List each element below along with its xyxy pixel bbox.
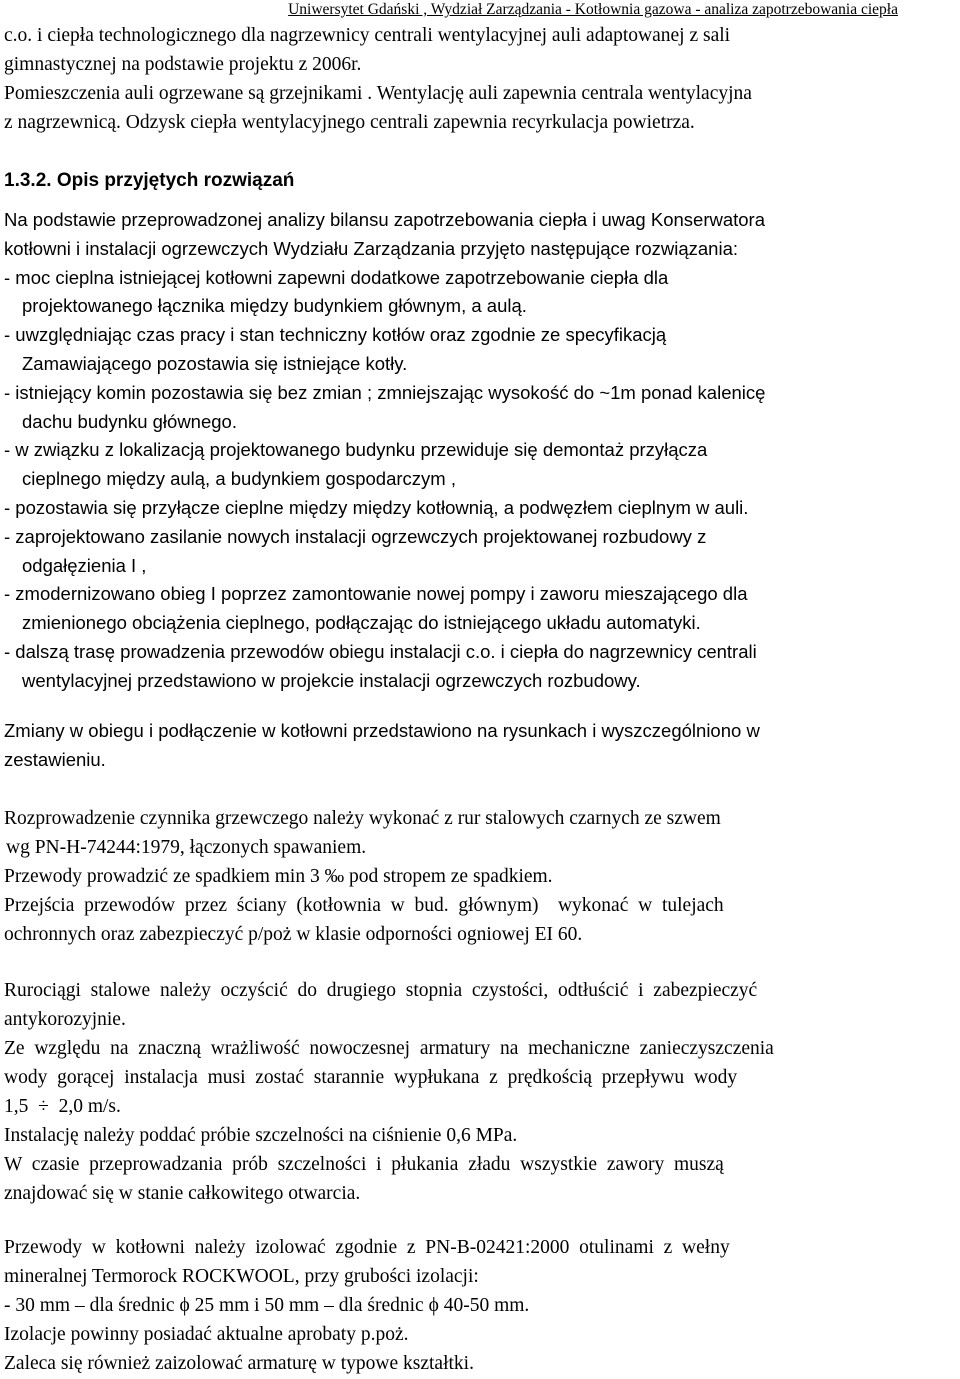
list-item: - zmodernizowano obieg I poprzez zamontowanie nowej pompy i zaworu mieszającego dla zmienionego obciążenia cieplnego, podłączając do istniejącego układu automatyki. [4,583,748,634]
text-line: Przewody prowadzić ze spadkiem min 3 ‰ pod stropem ze spadkiem. [4,866,553,887]
text-line: zestawieniu. [4,748,106,770]
list-item: - uwzględniając czas pracy i stan techniczny kotłów oraz zgodnie ze specyfikacją Zamawiającego pozostawia się istniejące kotły. [4,324,667,374]
text-line: znajdować się w stanie całkowitego otwarcia. [4,1183,361,1204]
list-item: - moc cieplna istniejącej kotłowni zapewni dodatkowe zapotrzebowanie ciepła dla projektowanego łącznika między budynkiem głównym, a aulą. [4,266,669,317]
text-line: z nagrzewnicą. Odzysk ciepła wentylacyjnego centrali zapewnia recyrkulacja powietrza. [4,112,695,133]
text-line: antykorozyjnie. [4,1009,126,1030]
text-line: - 30 mm – dla średnic ϕ 25 mm i 50 mm – dla średnic ϕ 40-50 mm. [4,1295,530,1316]
text-line: W czasie przeprowadzania prób szczelności i płukania zładu wszystkie zawory muszą [4,1154,724,1175]
text-line: wg PN-H-74244:1979, łączonych spawaniem. [6,837,367,858]
text-line: Zaleca się również zaizolować armaturę w typowe kształtki. [4,1353,474,1374]
text-line: Przewody w kotłowni należy izolować zgodnie z PN-B-02421:2000 otulinami z wełny [4,1237,730,1258]
text-line: 1,5 ÷ 2,0 m/s. [4,1096,121,1117]
text-line: Rozprowadzenie czynnika grzewczego należy wykonać z rur stalowych czarnych ze szwem [4,808,721,829]
text-line: Zmiany w obiegu i podłączenie w kotłowni przedstawiono na rysunkach i wyszczególniono w [4,720,760,741]
text-line: mineralnej Termorock ROCKWOOL, przy grubości izolacji: [4,1266,479,1287]
page-header: Uniwersytet Gdański , Wydział Zarządzania - Kotłownia gazowa - analiza zapotrzebowania ciepła [288,1,898,18]
list-item: - dalszą trasę prowadzenia przewodów obiegu instalacji c.o. i ciepła do nagrzewnicy centrali wentylacyjnej przedstawiono w projekcie instalacji ogrzewczych rozbudowy. [4,640,757,691]
text-line: wody gorącej instalacja musi zostać starannie wypłukana z prędkością przepływu wody [4,1067,738,1088]
text-line: Izolacje powinny posiadać aktualne aprobaty p.poż. [4,1324,409,1345]
text-line: kotłowni i instalacji ogrzewczych Wydziału Zarządzania przyjęto następujące rozwiązania: [4,237,739,259]
intro-paragraph [4,21,956,137]
text-line: Pomieszczenia auli ogrzewane są grzejnikami . Wentylację auli zapewnia centrala wentylacyjna [4,83,752,104]
text-line: ochronnych oraz zabezpieczyć p/poż w klasie odporności ogniowej EI 60. [4,924,583,945]
text-line: Instalację należy poddać próbie szczelności na ciśnienie 0,6 MPa. [4,1125,518,1146]
list-item: - pozostawia się przyłącze cieplne między między kotłownią, a podwęzłem cieplnym w auli. [4,496,749,518]
section-body [4,206,956,696]
list-item: - w związku z lokalizacją projektowanego budynku przewiduje się demontaż przyłącza cieplnego między aulą, a budynkiem gospodarczym , [4,439,708,490]
text-line: Rurociągi stalowe należy oczyścić do drugiego stopnia czystości, odtłuścić i zabezpieczyć [4,980,758,1001]
insulation-paragraph [4,1233,956,1378]
text-line: Przejścia przewodów przez ściany (kotłownia w bud. głównym) wykonać w tulejach [4,895,724,916]
changes-paragraph [4,717,956,775]
distribution-paragraph [4,804,956,949]
text-line: c.o. i ciepła technologicznego dla nagrzewnicy centrali wentylacyjnej auli adaptowanej z sali [4,25,731,46]
text-line: Ze względu na znaczną wrażliwość nowoczesnej armatury na mechaniczne zanieczyszczenia [4,1038,774,1059]
text-line: gimnastycznej na podstawie projektu z 2006r. [4,54,362,75]
text-line: Na podstawie przeprowadzonej analizy bilansu zapotrzebowania ciepła i uwag Konserwatora [4,209,766,230]
cleaning-paragraph [4,976,956,1208]
list-item: - zaprojektowano zasilanie nowych instalacji ogrzewczych projektowanej rozbudowy z odgałęzienia I , [4,525,707,576]
section-heading: 1.3.2. Opis przyjętych rozwiązań [4,170,295,191]
list-item: - istniejący komin pozostawia się bez zmian ; zmniejszając wysokość do ~1m ponad kalenicę dachu budynku głównego. [4,381,766,432]
